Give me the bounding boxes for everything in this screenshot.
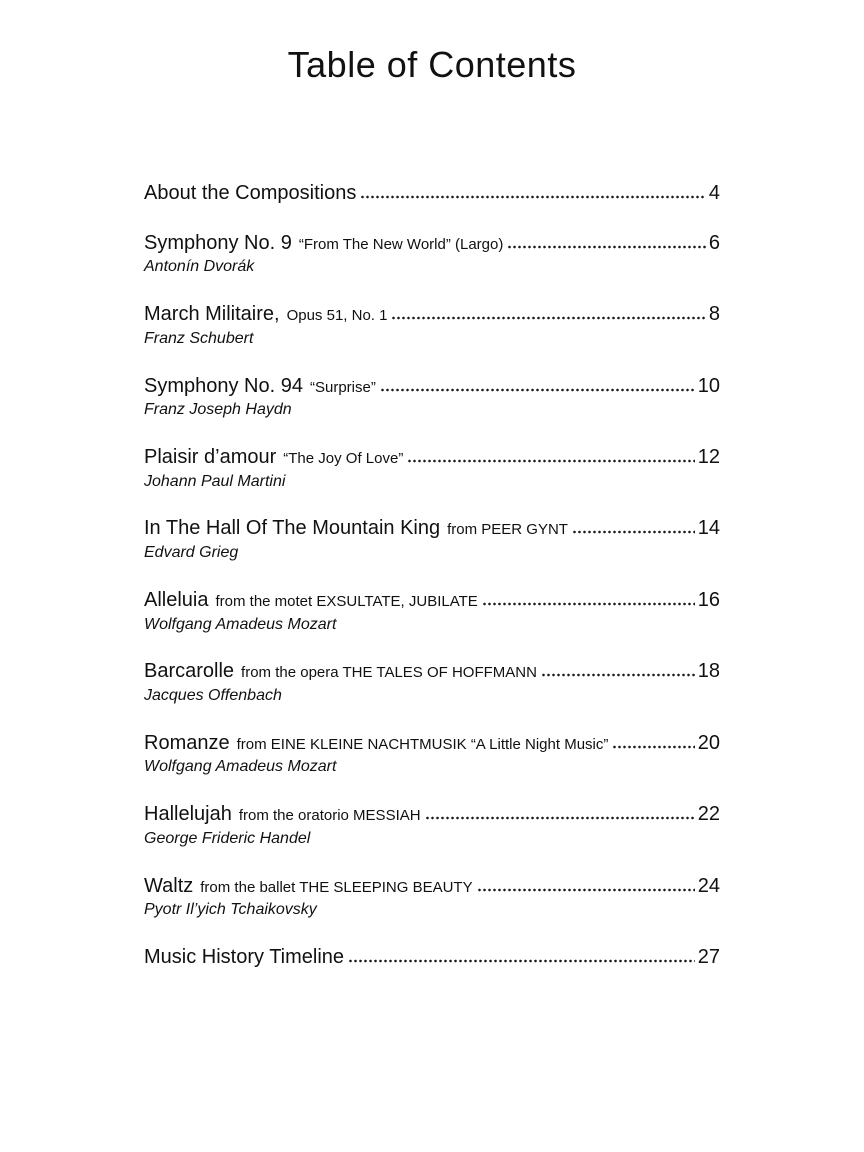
dot-leader (541, 673, 695, 677)
entry-page-number: 22 (697, 803, 720, 826)
entry-subtitle: “The Joy Of Love” (283, 450, 404, 467)
entry-page-number: 20 (697, 731, 720, 754)
entry-line (144, 803, 720, 827)
entry-composer: Franz Schubert (144, 329, 254, 347)
toc-entry (144, 732, 720, 777)
dot-leader (407, 459, 694, 463)
entry-title: In The Hall Of The Mountain King (144, 517, 441, 540)
entry-title: Plaisir d’amour (144, 446, 277, 468)
dot-leader (572, 530, 695, 534)
entry-title: Romanze (144, 731, 230, 754)
entry-line (144, 732, 720, 756)
dot-leader (482, 602, 695, 606)
entry-page-number: 18 (697, 660, 720, 683)
entry-composer: George Frideric Handel (144, 829, 311, 847)
toc-entry (144, 875, 720, 920)
entry-title: Hallelujah (144, 803, 232, 826)
dot-leader (348, 959, 695, 963)
dot-leader (612, 745, 694, 749)
entry-subtitle: from EINE KLEINE NACHTMUSIK “A Little Night Music” (236, 735, 609, 753)
entry-title: Barcarolle (144, 660, 235, 683)
entry-line (144, 232, 720, 256)
toc-entry (144, 946, 720, 970)
entry-title: About the Compositions (144, 182, 357, 204)
entry-composer: Antonín Dvorák (144, 258, 255, 276)
entry-title: Symphony No. 94 (144, 374, 303, 397)
entry-subtitle: “Surprise” (309, 378, 376, 396)
entry-line (144, 517, 720, 541)
dot-leader (477, 888, 695, 892)
entry-subtitle: from PEER GYNT (447, 521, 568, 539)
entry-page-number: 24 (697, 874, 720, 897)
entry-composer: Franz Joseph Haydn (144, 401, 292, 419)
entry-composer: Wolfgang Amadeus Mozart (144, 758, 337, 776)
entry-title: March Militaire, (144, 303, 280, 326)
dot-leader (380, 388, 695, 392)
entry-page-number: 16 (697, 588, 720, 611)
entry-title: Symphony No. 9 (144, 231, 292, 254)
dot-leader (507, 245, 706, 249)
toc-entry (144, 375, 720, 420)
entry-page-number: 6 (708, 231, 720, 254)
entry-composer: Jacques Offenbach (144, 687, 282, 704)
entry-page-number: 10 (697, 374, 720, 397)
entry-title: Waltz (144, 874, 194, 897)
dot-leader (391, 316, 705, 320)
entry-page-number: 27 (697, 946, 720, 969)
entry-line (144, 303, 720, 327)
entry-line (144, 875, 720, 899)
entry-subtitle: “From The New World” (Largo) (298, 235, 504, 253)
entry-line (144, 375, 720, 399)
entry-subtitle: from the motet EXSULTATE, JUBILATE (215, 592, 478, 610)
entry-subtitle: from the ballet THE SLEEPING BEAUTY (200, 878, 473, 896)
toc-entry (144, 803, 720, 848)
entry-line (144, 446, 720, 470)
entry-line (144, 182, 720, 206)
toc-list (144, 182, 720, 970)
entry-line (144, 946, 720, 970)
page-title: Table of Contents (287, 44, 577, 85)
entry-line (144, 589, 720, 613)
toc-entry (144, 182, 720, 206)
entry-subtitle: Opus 51, No. 1 (286, 307, 388, 325)
entry-composer: Johann Paul Martini (144, 472, 286, 490)
entry-line (144, 660, 720, 684)
entry-subtitle: from the oratorio MESSIAH (238, 807, 421, 825)
entry-page-number: 8 (708, 303, 720, 326)
entry-title: Alleluia (144, 588, 209, 611)
entry-page-number: 4 (708, 182, 720, 204)
dot-leader (360, 195, 706, 199)
toc-entry (144, 589, 720, 634)
entry-composer: Wolfgang Amadeus Mozart (144, 615, 337, 633)
toc-entry (144, 517, 720, 562)
toc-entry (144, 660, 720, 705)
entry-composer: Edvard Grieg (144, 544, 239, 562)
toc-entry (144, 446, 720, 491)
toc-entry (144, 303, 720, 348)
entry-composer: Pyotr Il’yich Tchaikovsky (144, 901, 317, 919)
entry-page-number: 12 (697, 446, 720, 468)
entry-subtitle: from the opera THE TALES OF HOFFMANN (241, 664, 537, 682)
dot-leader (425, 816, 695, 820)
entry-title: Music History Timeline (144, 946, 345, 969)
toc-entry (144, 232, 720, 277)
entry-page-number: 14 (697, 517, 720, 540)
